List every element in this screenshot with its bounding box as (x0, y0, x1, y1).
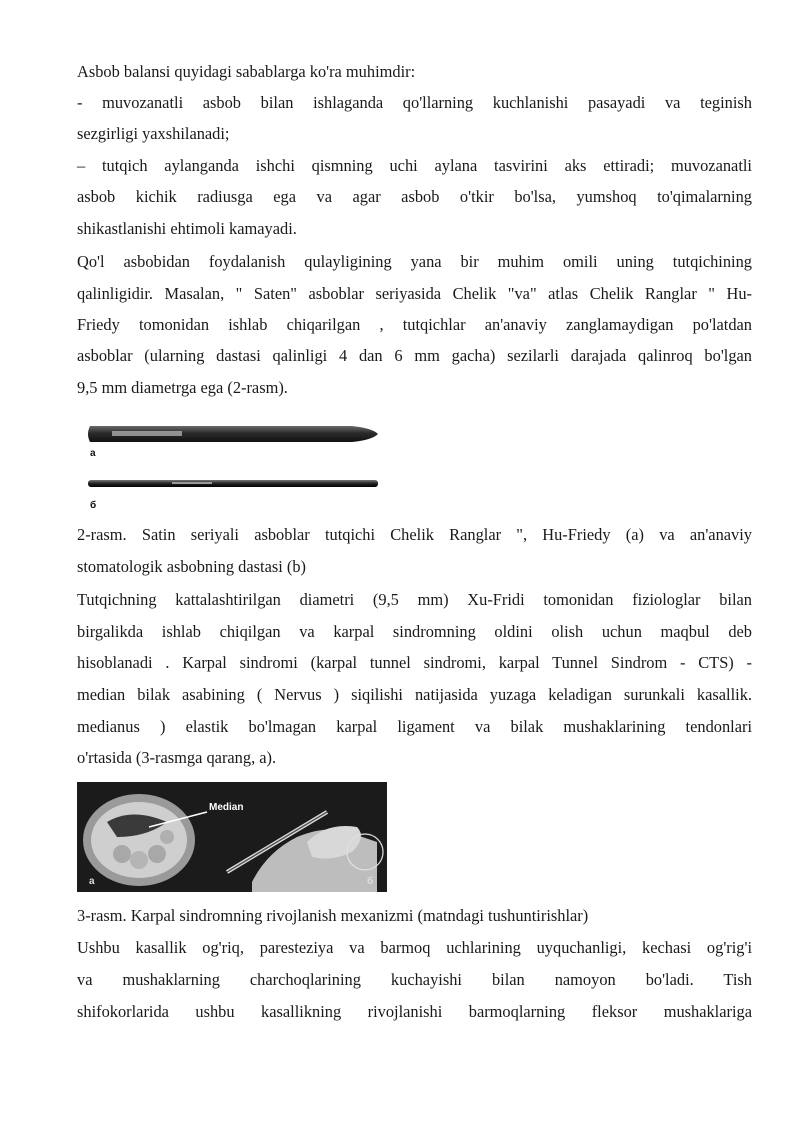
paragraph-line: shifokorlarida ushbu kasallikning rivojlanishi barmoqlarning fleksor mushaklariga (77, 1002, 752, 1021)
paragraph-line: Friedy tomonidan ishlab chiqarilgan , tutqichlar an'anaviy zanglamaydigan po'latdan (77, 315, 752, 334)
paragraph-line: median bilak asabining ( Nervus ) siqilishi natijasida yuzaga keladigan surunkali kasallik. (77, 685, 752, 704)
figure-2-caption-line: 2-rasm. Satin seriyali asboblar tutqichi Chelik Ranglar ", Hu-Friedy (a) va an'anaviy (77, 525, 752, 544)
paragraph-line: 9,5 mm diametrga ega (2-rasm). (77, 378, 288, 397)
figure-3-label-b: б (367, 876, 374, 887)
figure-2-instruments (82, 416, 382, 514)
instrument-handles-image (82, 416, 382, 514)
paragraph-line: qalinligidir. Masalan, " Saten" asboblar seriyasida Chelik "va" atlas Chelik Ranglar " Hu- (77, 284, 752, 303)
figure-3-label-median: Median (209, 802, 244, 813)
paragraph-line: Qo'l asbobidan foydalanish qulayligining yana bir muhim omili uning tutqichining (77, 252, 752, 271)
paragraph-line: Tutqichning kattalashtirilgan diametri (9,5 mm) Xu-Fridi tomonidan fiziologlar bilan (77, 590, 752, 609)
paragraph-line: Ushbu kasallik og'riq, paresteziya va barmoq uchlarining uyquchanligi, kechasi og'rig'i (77, 938, 752, 957)
figure-2-caption-line: stomatologik asbobning dastasi (b) (77, 557, 306, 576)
paragraph-line: asboblar (ularning dastasi qalinligi 4 dan 6 mm gacha) sezilarli darajada qalinroq bo'lgan (77, 346, 752, 365)
paragraph-line: o'rtasida (3-rasmga qarang, a). (77, 748, 277, 767)
figure-3-carpal-illustration (77, 782, 387, 892)
paragraph-line: – tutqich aylanganda ishchi qismning uchi aylana tasvirini aks ettiradi; muvozanatli (77, 156, 752, 175)
carpal-tunnel-image (77, 782, 387, 892)
paragraph-line: shikastlanishi ehtimoli kamayadi. (77, 219, 297, 238)
paragraph-line: hisoblanadi . Karpal sindromi (karpal tunnel sindromi, karpal Tunnel Sindrom - CTS) - (77, 653, 752, 672)
paragraph-intro: Asbob balansi quyidagi sabablarga ko'ra muhimdir: (77, 62, 416, 81)
paragraph-line: sezgirligi yaxshilanadi; (77, 124, 230, 143)
thin-handle-shape (88, 480, 378, 487)
paragraph-line: va mushaklarning charchoqlarining kuchayishi bilan namoyon bo'ladi. Tish (77, 970, 752, 989)
paragraph-line: birgalikda ishlab chiqilgan va karpal sindromning oldini olish uchun maqbul deb (77, 622, 752, 641)
figure-2-label-b: б (90, 500, 97, 511)
paragraph-line: - muvozanatli asbob bilan ishlaganda qo'llarning kuchlanishi pasayadi va teginish (77, 93, 752, 112)
figure-3-label-a: a (89, 876, 95, 887)
paragraph-line: asbob kichik radiusga ega va agar asbob o'tkir bo'lsa, yumshoq to'qimalarning (77, 187, 752, 206)
figure-3-caption: 3-rasm. Karpal sindromning rivojlanish mexanizmi (matndagi tushuntirishlar) (77, 906, 589, 925)
paragraph-line: medianus ) elastik bo'lmagan karpal ligament va bilak mushaklarining tendonlari (77, 717, 752, 736)
figure-2-label-a: a (90, 448, 96, 459)
